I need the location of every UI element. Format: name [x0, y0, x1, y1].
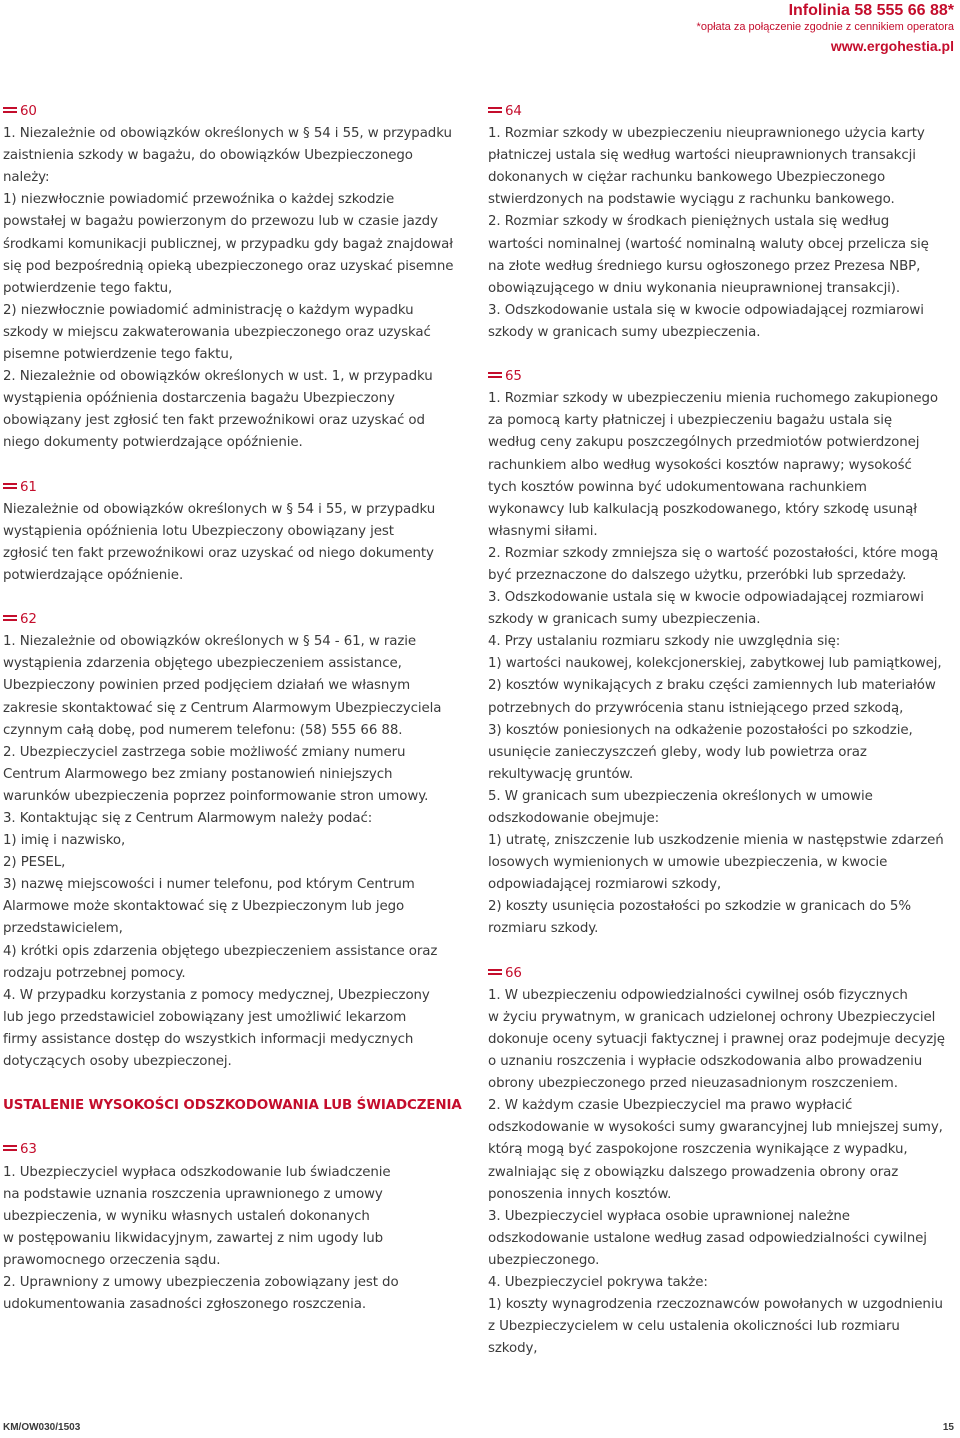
text-line: się pod bezpośrednią opieką ubezpieczonego oraz uzyskać pisemne — [3, 258, 454, 274]
text-line: 2) niezwłocznie powiadomić administrację o każdym wypadku — [3, 302, 414, 318]
text-line: odszkodowanie obejmuje: — [488, 811, 660, 826]
text-line: szkody w miejscu zakwaterowania ubezpieczonego oraz uzyskać — [3, 324, 431, 340]
text-line: wykonawcy lub kalkulacją poszkodowanego, który szkodę usunął — [488, 501, 917, 517]
text-line: firmy assistance dostęp do wszystkich informacji medycznych — [3, 1031, 414, 1047]
text-line: ponoszenia innych kosztów. — [488, 1186, 672, 1202]
text-line: odszkodowanie ustalone według zasad odpowiedzialności cywilnej — [488, 1230, 927, 1246]
section-sign-icon — [3, 1145, 17, 1151]
text-line: 3) nazwę miejscowości i numer telefonu, pod którym Centrum — [3, 877, 415, 893]
section-sign-icon — [488, 969, 502, 975]
text-line: na złote według średniego kursu ogłoszonego przez Prezesa NBP, — [488, 258, 921, 274]
text-line: 4. Przy ustalaniu rozmiaru szkody nie uwzględnia się: — [488, 634, 841, 650]
text-line: dokonuje oceny sytuacji faktycznej i prawnej oraz podejmuje decyzję — [488, 1031, 945, 1047]
text-line: pisemne potwierdzenie tego faktu, — [3, 347, 233, 363]
section-body — [488, 388, 958, 940]
section-label: 64 — [488, 101, 958, 123]
text-line: 1. Niezależnie od obowiązków określonych w § 54 i 55, w przypadku — [3, 126, 452, 142]
document-code: KM/OW030/1503 — [3, 1422, 81, 1433]
text-line: na podstawie uznania roszczenia uprawnionego z umowy — [3, 1186, 383, 1202]
left-column — [3, 101, 473, 1316]
text-line: 4) krótki opis zdarzenia objętego ubezpieczeniem assistance oraz — [3, 943, 438, 959]
page-number: 15 — [942, 1422, 954, 1433]
text-line: rekultywację gruntów. — [488, 766, 634, 782]
text-line: w postępowaniu likwidacyjnym, zawartej z nim ugody lub — [3, 1230, 384, 1246]
text-line: losowych wymienionych w umowie ubezpieczenia, w kwocie — [488, 855, 888, 871]
text-line: 2. Uprawniony z umowy ubezpieczenia zobowiązany jest do — [3, 1274, 399, 1290]
text-line: Ubezpieczony powinien przed podjęciem działań we własnym — [3, 678, 411, 694]
text-line: 1. Ubezpieczyciel wypłaca odszkodowanie lub świadczenie — [3, 1164, 391, 1180]
text-line: szkody w granicach sumy ubezpieczenia. — [488, 612, 761, 628]
text-line: 3. Odszkodowanie ustala się w kwocie odpowiadającej rozmiarowi — [488, 302, 924, 318]
text-line: 2. Rozmiar szkody zmniejsza się o wartość pozostałości, które mogą — [488, 545, 939, 561]
text-line: potrzebnych do przywrócenia stanu istniejącego przed szkodą, — [488, 700, 904, 716]
text-line: warunków ubezpieczenia poprzez poinformowanie stron umowy. — [3, 788, 429, 804]
text-line: obrony ubezpieczonego przed nieuzasadnionym roszczeniem. — [488, 1076, 898, 1092]
text-line: 4. Ubezpieczyciel pokrywa także: — [488, 1274, 708, 1290]
section-label: 63 — [3, 1139, 473, 1161]
text-line: 1. W ubezpieczeniu odpowiedzialności cywilnej osób fizycznych — [488, 987, 908, 1003]
text-line: którą mogą być zaspokojone roszczenia wynikające z wypadku, — [488, 1142, 908, 1158]
section-label: 60 — [3, 101, 473, 123]
text-line: wystąpienia opóźnienia dostarczenia bagażu Ubezpieczony — [3, 391, 395, 407]
text-line: 2) kosztów wynikających z braku części zamiennych lub materiałów — [488, 678, 936, 694]
section-label: 66 — [488, 963, 958, 985]
section-sign-icon — [3, 615, 17, 621]
text-line: 1) wartości naukowej, kolekcjonerskiej, zabytkowej lub pamiątkowej, — [488, 656, 942, 672]
section-sign-icon — [488, 107, 502, 113]
page-header — [697, 2, 954, 56]
chapter-heading: USTALENIE WYSOKOŚCI ODSZKODOWANIA LUB ŚWIADCZENIA — [3, 1098, 462, 1114]
section-label: 65 — [488, 366, 958, 388]
text-line: być przeznaczone do dalszego użytku, przeróbki lub sprzedaży. — [488, 567, 907, 583]
text-line: udokumentowania zasadności zgłoszonego roszczenia. — [3, 1297, 367, 1313]
section-label: 61 — [3, 477, 473, 499]
section-65 — [488, 366, 958, 940]
text-line: za pomocą karty płatniczej i ubezpieczeniu bagażu ustala się — [488, 413, 892, 429]
text-line: ubezpieczonego. — [488, 1252, 600, 1268]
text-line: 5. W granicach sum ubezpieczenia określonych w umowie — [488, 788, 873, 804]
text-line: 2) koszty usunięcia pozostałości po szkodzie w granicach do 5% — [488, 899, 911, 915]
text-line: Centrum Alarmowego bez zmiany postanowień niniejszych — [3, 766, 393, 782]
section-sign-icon — [3, 107, 17, 113]
text-line: 1) koszty wynagrodzenia rzeczoznawców powołanych w uzgodnieniu — [488, 1297, 943, 1313]
text-line: usunięcie zanieczyszczeń gleby, wody lub powietrza oraz — [488, 744, 867, 760]
text-line: wartości nominalnej (wartość nominalną waluty obcej przelicza się — [488, 236, 929, 252]
text-line: ubezpieczenia, w wyniku własnych ustaleń dokonanych — [3, 1208, 370, 1224]
text-line: 1) niezwłocznie powiadomić przewoźnika o każdej szkodzie — [3, 192, 395, 208]
text-line: 1) utratę, zniszczenie lub uszkodzenie mienia w następstwie zdarzeń — [488, 833, 944, 849]
text-line: odszkodowanie w wysokości sumy gwarancyjnej lub mniejszej sumy, — [488, 1120, 943, 1136]
section-body — [3, 123, 473, 454]
text-line: dokonanych w ciężar rachunku bankowego Ubezpieczonego — [488, 170, 886, 186]
website-link[interactable]: www.ergohestia.pl — [830, 38, 954, 54]
text-line: rodzaju potrzebnej pomocy. — [3, 965, 186, 981]
text-line: przedstawicielem, — [3, 921, 123, 937]
section-63 — [3, 1139, 473, 1316]
text-line: stwierdzonych na podstawie wyciągu z rachunku bankowego. — [488, 192, 895, 208]
text-line: 1) imię i nazwisko, — [3, 833, 126, 849]
text-line: prawomocnego orzeczenia sądu. — [3, 1252, 221, 1268]
hotline-note: *opłata za połączenie zgodnie z cennikiem operatora — [696, 21, 954, 33]
text-line: czynnym całą dobę, pod numerem telefonu: (58) 555 66 88. — [3, 722, 403, 738]
text-line: obowiązany jest zgłosić ten fakt przewoźnikowi oraz uzyskać od — [3, 413, 425, 429]
section-body — [488, 985, 958, 1361]
section-body — [3, 1162, 473, 1317]
text-line: Alarmowe może skontaktować się z Ubezpieczonym lub jego — [3, 899, 405, 915]
text-line: według ceny zakupu poszczególnych przedmiotów potwierdzonej — [488, 435, 920, 451]
text-line: Niezależnie od obowiązków określonych w § 54 i 55, w przypadku — [3, 501, 436, 517]
hotline-number: Infolinia 58 555 66 88* — [788, 2, 954, 19]
text-line: z Ubezpieczycielem w celu ustalenia okoliczności lub rozmiaru — [488, 1319, 900, 1335]
text-line: obowiązującego w dniu wykonania nieuprawnionej transakcji). — [488, 280, 901, 296]
text-line: zgłosić ten fakt przewoźnikowi oraz uzyskać od niego dokumenty — [3, 545, 434, 561]
section-62 — [3, 609, 473, 1073]
section-sign-icon — [3, 483, 17, 489]
section-sign-icon — [488, 372, 502, 378]
text-line: wystąpienia zdarzenia objętego ubezpieczeniem assistance, — [3, 656, 402, 672]
text-line: w życiu prywatnym, w granicach udzielonej ochrony Ubezpieczyciel — [488, 1009, 936, 1025]
text-line: wystąpienia opóźnienia lotu Ubezpieczony obowiązany jest — [3, 523, 394, 539]
text-line: 2) PESEL, — [3, 855, 66, 871]
text-line: potwierdzające opóźnienie. — [3, 567, 184, 583]
text-line: zakresie skontaktować się z Centrum Alarmowym Ubezpieczyciela — [3, 700, 442, 716]
text-line: 1. Rozmiar szkody w ubezpieczeniu nieuprawnionego użycia karty — [488, 126, 925, 142]
section-body — [488, 123, 958, 344]
text-line: 1. Niezależnie od obowiązków określonych w § 54 - 61, w razie — [3, 634, 417, 650]
text-line: dotyczących osoby ubezpieczonej. — [3, 1054, 232, 1070]
right-column — [488, 101, 958, 1360]
text-line: 2. Ubezpieczyciel zastrzega sobie możliwość zmiany numeru — [3, 744, 406, 760]
text-line: płatniczej ustala się według wartości nieuprawnionych transakcji — [488, 148, 916, 164]
text-line: własnymi siłami. — [488, 523, 598, 539]
text-line: powstałej w bagażu powierzonym do przewozu lub w czasie jazdy — [3, 214, 438, 230]
section-64 — [488, 101, 958, 344]
text-line: zwalniając się z obowiązku dalszego prowadzenia obrony oraz — [488, 1164, 899, 1180]
text-line: 3) kosztów poniesionych na odkażenie pozostałości po szkodzie, — [488, 722, 913, 738]
section-66 — [488, 963, 958, 1361]
text-line: 2. Rozmiar szkody w środkach pieniężnych ustala się według — [488, 214, 890, 230]
text-line: szkody, — [488, 1341, 538, 1357]
text-line: 1. Rozmiar szkody w ubezpieczeniu mienia ruchomego zakupionego — [488, 391, 938, 407]
text-line: rozmiaru szkody. — [488, 921, 599, 937]
text-line: odpowiadającej rozmiarowi szkody, — [488, 877, 722, 893]
section-body — [3, 499, 473, 587]
text-line: 2. Niezależnie od obowiązków określonych w ust. 1, w przypadku — [3, 369, 433, 385]
text-line: 2. W każdym czasie Ubezpieczyciel ma prawo wypłacić — [488, 1098, 853, 1114]
text-line: tych kosztów powinna być udokumentowana rachunkiem — [488, 479, 867, 495]
text-line: 3. Odszkodowanie ustala się w kwocie odpowiadającej rozmiarowi — [488, 590, 924, 606]
section-body — [3, 631, 473, 1073]
text-line: o uznaniu roszczenia i wypłacie odszkodowania albo prowadzeniu — [488, 1054, 923, 1070]
text-line: niego dokumenty potwierdzające opóźnienie. — [3, 435, 303, 451]
text-line: zaistnienia szkody w bagażu, do obowiązków Ubezpieczonego — [3, 148, 413, 164]
text-line: lub jego przedstawiciel zobowiązany jest umożliwić lekarzom — [3, 1009, 407, 1025]
section-label: 62 — [3, 609, 473, 631]
text-line: szkody w granicach sumy ubezpieczenia. — [488, 324, 761, 340]
text-line: należy: — [3, 170, 50, 186]
text-line: 3. Kontaktując się z Centrum Alarmowym należy podać: — [3, 811, 373, 826]
text-line: 4. W przypadku korzystania z pomocy medycznej, Ubezpieczony — [3, 987, 430, 1003]
text-line: środkami komunikacji publicznej, w przypadku gdy bagaż znajdował — [3, 236, 453, 252]
text-line: potwierdzenie tego faktu, — [3, 280, 173, 296]
text-line: 3. Ubezpieczyciel wypłaca osobie uprawnionej należne — [488, 1208, 850, 1224]
section-60 — [3, 101, 473, 455]
section-61 — [3, 477, 473, 587]
text-line: rachunkiem albo według wysokości kosztów naprawy; wysokość — [488, 457, 912, 473]
